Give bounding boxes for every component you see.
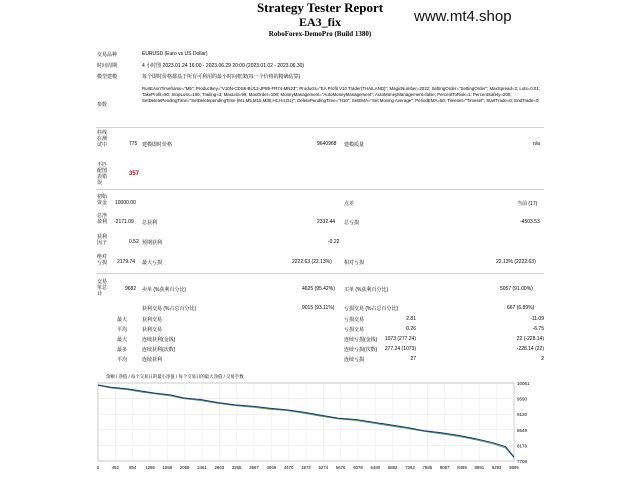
detail-win-label: 连续获利(金钱) bbox=[142, 337, 176, 343]
x-tick-label: 4470 bbox=[283, 465, 294, 470]
abs-dd-value: 2179.74 bbox=[117, 259, 136, 265]
report-title: Strategy Tester Report bbox=[256, 0, 384, 15]
x-tick-label: 6882 bbox=[387, 465, 398, 470]
model-value: 每个即时价格都基于所有可利用的最小时间框架(每一个价格的精确估算) bbox=[142, 74, 301, 80]
x-tick-label: 8489 bbox=[457, 465, 467, 470]
x-tick-label: 9695 bbox=[509, 465, 519, 470]
x-tick-label: 2059 bbox=[179, 465, 190, 470]
max-dd-value: 2222.63 (22.13%) bbox=[292, 259, 332, 265]
x-tick-label: 7283 bbox=[405, 465, 415, 470]
long-value: 5057 (91.00%) bbox=[500, 286, 533, 292]
y-tick-label: 9120 bbox=[517, 412, 528, 418]
divider bbox=[96, 273, 544, 274]
net-value: -2171.09 bbox=[114, 219, 134, 225]
mismatch-label: 不匹配图表错误 bbox=[97, 162, 108, 186]
period-value: 4 小时图 2023.01.24 16:00 - 2023.06.29 20:00 (2023.01.02 - 2023.06.30) bbox=[142, 63, 305, 69]
y-tick-label: 9590 bbox=[517, 396, 528, 402]
gross-profit-label: 总获利 bbox=[142, 220, 158, 226]
x-tick-label: 5274 bbox=[318, 465, 329, 470]
detail-win-value: 27 bbox=[410, 356, 416, 362]
x-tick-label: 8087 bbox=[439, 465, 450, 470]
x-tick-label: 8891 bbox=[474, 465, 485, 470]
detail-win-label: 连续获利 bbox=[142, 357, 163, 363]
x-tick-label: 854 bbox=[129, 465, 137, 470]
detail-kind: 平均 bbox=[117, 327, 128, 333]
x-tick-label: 6480 bbox=[370, 465, 381, 470]
bars-value: 775 bbox=[129, 141, 138, 147]
detail-loss-label: 连续亏损 bbox=[344, 357, 365, 363]
x-tick-label: 7685 bbox=[422, 465, 433, 470]
period-label: 时间周期 bbox=[97, 63, 118, 69]
x-tick-label: 2461 bbox=[197, 465, 207, 470]
quality-value: n/a bbox=[533, 141, 540, 147]
detail-win-value: 1073 (277.24) bbox=[384, 336, 416, 342]
net-label: 总净盈利 bbox=[97, 213, 108, 225]
server-name: RoboForex-DemoPro (Build 1380) bbox=[268, 30, 372, 38]
detail-win-value: 0.26 bbox=[406, 326, 416, 332]
divider bbox=[96, 127, 544, 128]
y-tick-label: 7708 bbox=[517, 459, 528, 464]
detail-kind: 最大 bbox=[117, 317, 128, 323]
symbol-value: EURUSD (Euro vs US Dollar) bbox=[142, 51, 208, 57]
divider bbox=[96, 189, 544, 190]
detail-loss-value: 22 (-228.14) bbox=[516, 336, 544, 342]
spread-value: 当前 (17) bbox=[517, 201, 538, 207]
detail-kind: 最大 bbox=[117, 337, 128, 343]
x-tick-label: 0 bbox=[96, 465, 100, 470]
x-tick-label: 1256 bbox=[145, 465, 155, 470]
loss-trades-label: 亏损交易 (%占总百分比) bbox=[344, 306, 399, 312]
x-tick-label: 4872 bbox=[301, 465, 311, 470]
loss-trades-value: 667 (6.89%) bbox=[507, 305, 535, 311]
y-tick-label: 8178 bbox=[517, 443, 528, 449]
x-tick-label: 9293 bbox=[491, 465, 502, 470]
detail-kind: 平均 bbox=[117, 357, 128, 363]
spread-label: 点差 bbox=[344, 201, 355, 207]
detail-loss-label: 连续亏损(次数) bbox=[344, 347, 378, 353]
pf-label: 获利因子 bbox=[97, 234, 108, 246]
detail-kind: 最多 bbox=[117, 347, 128, 353]
detail-loss-value: -228.14 (22) bbox=[516, 346, 544, 352]
short-label: 卖单 (%获利百分比) bbox=[142, 287, 187, 293]
watermark: www.mt4.shop bbox=[414, 8, 512, 25]
mismatch-value: 357 bbox=[129, 171, 140, 177]
ticks-value: 9640968 bbox=[317, 141, 337, 147]
params-label: 参数 bbox=[97, 102, 108, 108]
x-tick-label: 452 bbox=[111, 465, 119, 470]
detail-loss-label: 连续亏损(金钱) bbox=[344, 337, 378, 343]
total-trades-value: 9682 bbox=[125, 286, 137, 292]
chart-legend: 余额 / 净值 / 每个交易日的最小净值 / 每个交易日的最大净值 / 交易手数 bbox=[106, 374, 244, 379]
prof-trades-label: 获利交易 (%占总百分比) bbox=[142, 306, 197, 312]
rel-dd-label: 相对亏损 bbox=[344, 260, 365, 266]
gross-loss-value: -4503.53 bbox=[520, 219, 540, 225]
prof-trades-value: 9015 (93.11%) bbox=[302, 305, 335, 311]
deposit-value: 10000.00 bbox=[115, 200, 136, 206]
payoff-label: 预期获利 bbox=[142, 240, 163, 246]
detail-win-label: 获利交易 bbox=[142, 327, 163, 333]
x-tick-label: 3667 bbox=[249, 465, 259, 470]
detail-loss-label: 亏损交易 bbox=[344, 327, 365, 333]
detail-win-label: 获利交易 bbox=[142, 317, 163, 323]
balance-chart bbox=[96, 371, 544, 471]
gross-profit-value: 2332.44 bbox=[317, 219, 336, 225]
max-dd-label: 最大亏损 bbox=[142, 260, 163, 266]
x-tick-label: 1658 bbox=[162, 465, 173, 470]
symbol-label: 交易品种 bbox=[97, 52, 118, 58]
long-label: 买单 (%获利百分比) bbox=[344, 287, 389, 293]
x-tick-label: 5676 bbox=[335, 465, 346, 470]
total-trades-label: 交易单总计 bbox=[97, 279, 108, 297]
payoff-value: -0.22 bbox=[328, 239, 340, 245]
detail-loss-label: 亏损交易 bbox=[344, 317, 365, 323]
pf-value: 0.52 bbox=[129, 239, 139, 245]
detail-loss-value: 2 bbox=[541, 356, 544, 362]
y-tick-label: 8649 bbox=[517, 427, 528, 433]
rel-dd-value: 22.13% (2222.63) bbox=[496, 259, 536, 265]
quality-label: 建模质量 bbox=[344, 142, 365, 148]
abs-dd-label: 绝对亏损 bbox=[97, 254, 108, 266]
detail-win-value: 277.24 (1073) bbox=[384, 346, 416, 352]
deposit-label: 初始资金 bbox=[97, 194, 108, 206]
short-value: 4625 (95.42%) bbox=[302, 286, 335, 292]
ticks-label: 建模即时价格 bbox=[142, 142, 173, 148]
detail-win-value: 2.81 bbox=[406, 316, 416, 322]
x-tick-label: 4069 bbox=[266, 465, 277, 470]
detail-loss-value: -6.75 bbox=[532, 326, 544, 332]
x-tick-label: 6078 bbox=[353, 465, 363, 470]
params-text: RunEAonTimeframe="M5"; Productkey="V10N-CDS6-BU12-JP89-FR74-MN23"; Products="EA Profit V10 Trader(THAILAND)"; MagicNumber=2022; SettingOrder="SettingOrder"; MaxSpread=2; Lots=0.01; TakeProfit=80; StopLoss=100; Trailing=3; MaxList=99; MaxOrder=100; MoneyManagement="AutoMoneyManagement"; AutoMoneyManagement=false; PercentToRisk=1; PercentSafety=200; SetDeletePendingTime="SetDeletependingTime (M1,M5,M15,M30,H1,H4,D1)"; DeletePendingTime="H10"; SetEMA="Set Moving Average"; PeriodEMA=50; Timeset="Timeset"; StartTrade=0; EndTrade=0; bbox=[142, 86, 541, 103]
y-tick-label: 10061 bbox=[517, 381, 530, 386]
gross-loss-label: 总亏损 bbox=[344, 220, 360, 226]
x-tick-label: 3265 bbox=[231, 465, 242, 470]
model-label: 模型建模 bbox=[97, 74, 118, 80]
ea-name: EA3_fix bbox=[299, 15, 341, 29]
x-tick-label: 2863 bbox=[214, 465, 225, 470]
bars-label: 柱线在测试中 bbox=[97, 130, 108, 148]
detail-loss-value: -11.09 bbox=[530, 316, 544, 322]
detail-win-label: 连续获利(次数) bbox=[142, 347, 176, 353]
